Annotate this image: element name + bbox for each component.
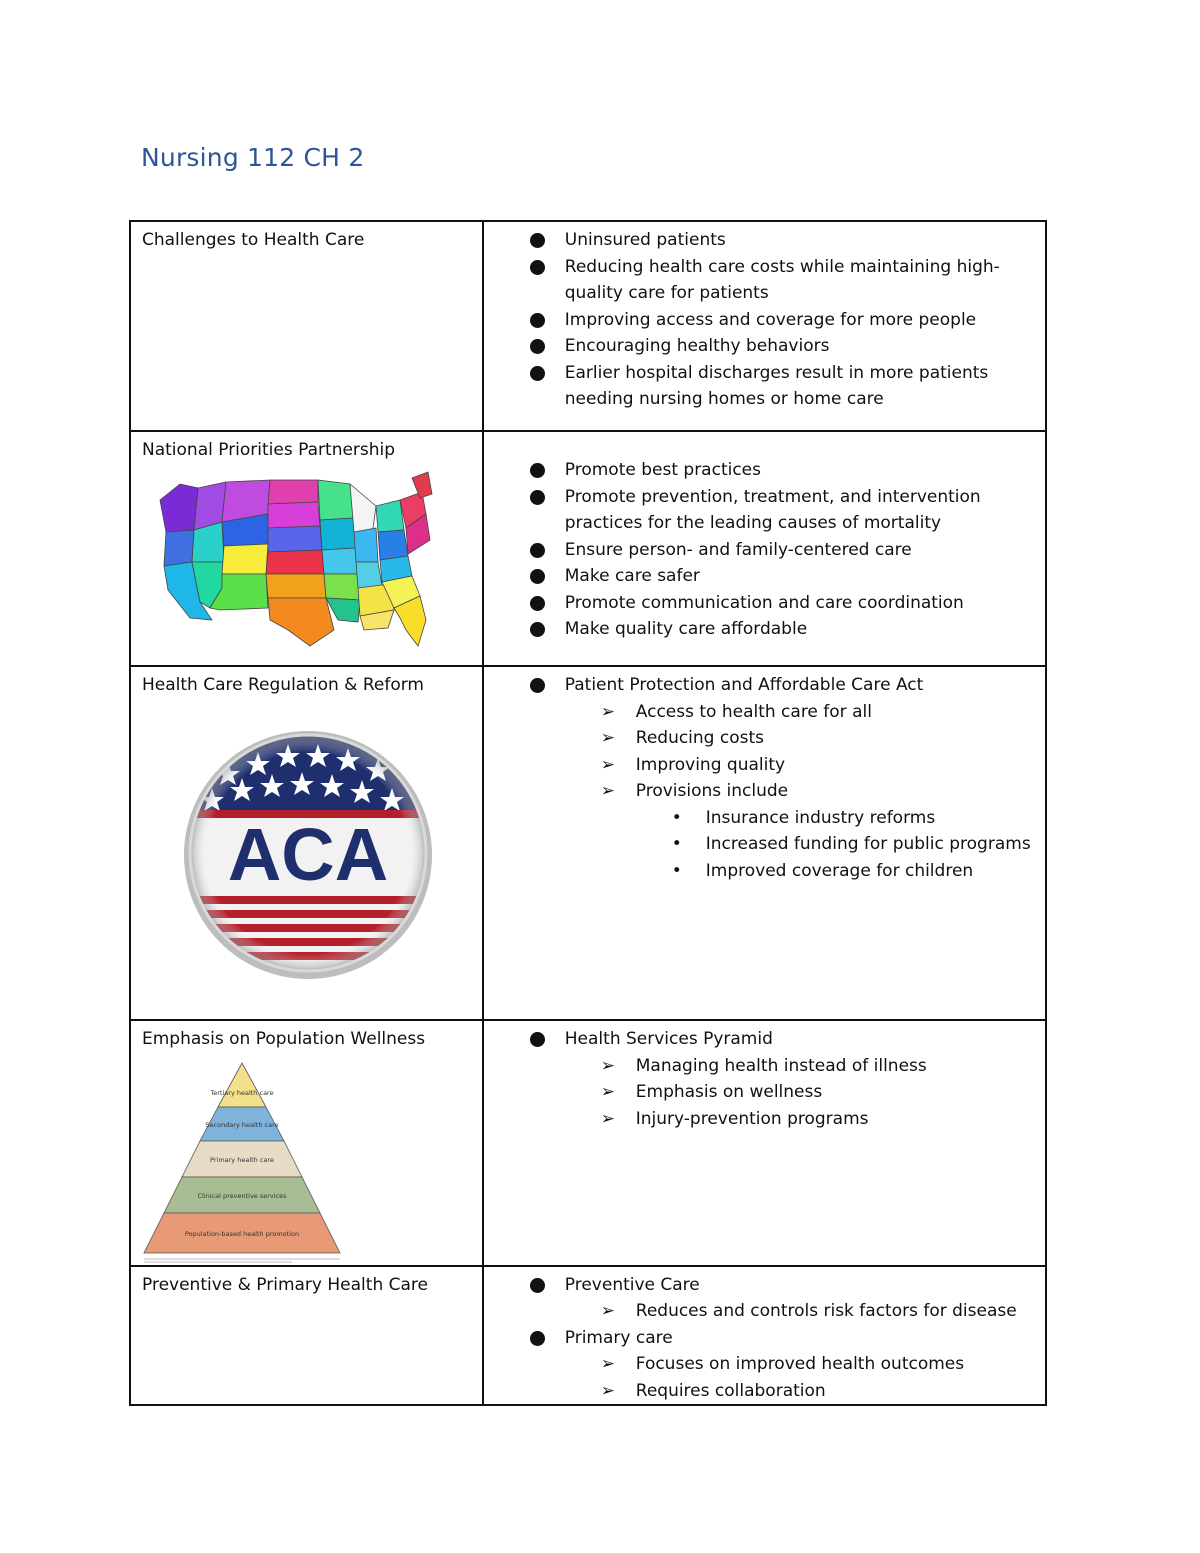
list-item: ➢ Provisions include • Insurance industry reforms • Increased funding for public programs • Improved coverage for children (565, 778, 1035, 884)
row-label: Challenges to Health Care (142, 230, 365, 250)
list-item: • Increased funding for public programs (636, 831, 1035, 858)
row-label: Emphasis on Population Wellness (142, 1029, 426, 1049)
row-content-cell (483, 666, 1046, 1020)
row-label-cell (130, 1020, 483, 1266)
list-item: ➢ Access to health care for all (565, 699, 1035, 726)
list-item: Preventive Care ➢ Reduces and controls risk factors for disease (484, 1272, 1035, 1325)
sub-list (565, 699, 1035, 885)
bullet-icon (530, 366, 545, 381)
bullet-list (484, 672, 1035, 884)
sub-list (565, 1298, 1035, 1325)
table-row (130, 1020, 1046, 1266)
bullet-icon (530, 1278, 545, 1293)
sub-list (565, 1053, 1035, 1133)
bullet-icon (530, 339, 545, 354)
list-item: Primary care ➢ Focuses on improved health outcomes ➢ Requires collaboration (484, 1325, 1035, 1405)
list-item: Make care safer (484, 563, 1035, 590)
list-item: ➢ Emphasis on wellness (565, 1079, 1035, 1106)
document-title: Nursing 112 CH 2 (141, 143, 365, 172)
health-services-pyramid-image (142, 1055, 342, 1265)
row-content-cell (483, 431, 1046, 666)
bullet-icon (530, 622, 545, 637)
bullet-icon (530, 260, 545, 275)
list-item: ➢ Improving quality (565, 752, 1035, 779)
us-map-image (150, 470, 434, 648)
list-item: Uninsured patients (484, 227, 1035, 254)
row-label-cell (130, 431, 483, 666)
dot-bullet-icon: • (671, 860, 682, 881)
list-item: Patient Protection and Affordable Care Act ➢ Access to health care for all ➢ Reducing costs ➢ Improving quality ➢ Provisions include • Insurance industry reforms • Increased funding for public programs • Improved coverage for children (484, 672, 1035, 884)
list-item: ➢ Requires collaboration (565, 1378, 1035, 1405)
arrow-bullet-icon: ➢ (600, 1082, 616, 1102)
table-row (130, 221, 1046, 431)
bullet-list (484, 1026, 1035, 1132)
bullet-icon (530, 678, 545, 693)
list-item: Promote prevention, treatment, and intervention practices for the leading causes of mortality (484, 484, 1035, 537)
list-item: Promote communication and care coordination (484, 590, 1035, 617)
dot-bullet-icon: • (671, 807, 682, 828)
pyramid-level-label: Primary health care (210, 1155, 274, 1164)
bullet-icon (530, 233, 545, 248)
list-item: Improving access and coverage for more people (484, 307, 1035, 334)
list-item: • Improved coverage for children (636, 858, 1035, 885)
dot-bullet-icon: • (671, 834, 682, 854)
list-item: Health Services Pyramid ➢ Managing health instead of illness ➢ Emphasis on wellness ➢ Injury-prevention programs (484, 1026, 1035, 1132)
bullet-icon (530, 463, 545, 478)
bullet-icon (530, 1331, 545, 1346)
arrow-bullet-icon: ➢ (600, 1301, 616, 1321)
list-item: • Insurance industry reforms (636, 805, 1035, 832)
row-label: Health Care Regulation & Reform (142, 675, 424, 695)
bullet-list (484, 457, 1035, 643)
sub-list (565, 1351, 1035, 1404)
list-item: Encouraging healthy behaviors (484, 333, 1035, 360)
pyramid-level-label: Population-based health promotion (184, 1229, 300, 1238)
list-item: ➢ Managing health instead of illness (565, 1053, 1035, 1080)
arrow-bullet-icon: ➢ (600, 1108, 616, 1129)
table-row (130, 1266, 1046, 1406)
bullet-icon (530, 313, 545, 328)
arrow-bullet-icon: ➢ (600, 1380, 616, 1401)
pyramid-level-label: Secondary health care (205, 1120, 279, 1129)
pyramid-level-label: Clinical preventive services (197, 1191, 287, 1200)
arrow-bullet-icon: ➢ (600, 1354, 616, 1374)
bullet-icon (530, 596, 545, 611)
row-content-cell (483, 221, 1046, 431)
sub-sub-list (636, 805, 1035, 885)
arrow-bullet-icon: ➢ (600, 754, 616, 775)
row-label-cell (130, 221, 483, 431)
list-item: Reducing health care costs while maintaining high-quality care for patients (484, 254, 1035, 307)
list-item: Make quality care affordable (484, 616, 1035, 643)
arrow-bullet-icon: ➢ (600, 1055, 616, 1076)
list-item: Promote best practices (484, 457, 1035, 484)
row-content-cell (483, 1266, 1046, 1406)
list-item: ➢ Reduces and controls risk factors for disease (565, 1298, 1035, 1325)
arrow-bullet-icon: ➢ (600, 781, 616, 801)
list-item: ➢ Focuses on improved health outcomes (565, 1351, 1035, 1378)
table-row (130, 431, 1046, 666)
bullet-icon (530, 490, 545, 505)
list-item: Earlier hospital discharges result in more patients needing nursing homes or home care (484, 360, 1035, 413)
bullet-list (484, 1272, 1035, 1405)
row-label: Preventive & Primary Health Care (142, 1274, 428, 1295)
notes-table (129, 220, 1047, 1406)
list-item: Ensure person- and family-centered care (484, 537, 1035, 564)
list-item: ➢ Reducing costs (565, 725, 1035, 752)
bullet-icon (530, 543, 545, 558)
bullet-list (484, 227, 1035, 413)
row-label-cell (130, 666, 483, 1020)
row-label-cell (130, 1266, 483, 1406)
table-row (130, 666, 1046, 1020)
row-label: National Priorities Partnership (142, 440, 396, 460)
list-item: ➢ Injury-prevention programs (565, 1106, 1035, 1133)
aca-button-image (182, 726, 434, 980)
bullet-icon (530, 1032, 545, 1047)
row-content-cell (483, 1020, 1046, 1266)
arrow-bullet-icon: ➢ (600, 728, 616, 748)
bullet-icon (530, 569, 545, 584)
arrow-bullet-icon: ➢ (600, 701, 616, 722)
pyramid-level-label: Tertiary health care (210, 1088, 274, 1097)
